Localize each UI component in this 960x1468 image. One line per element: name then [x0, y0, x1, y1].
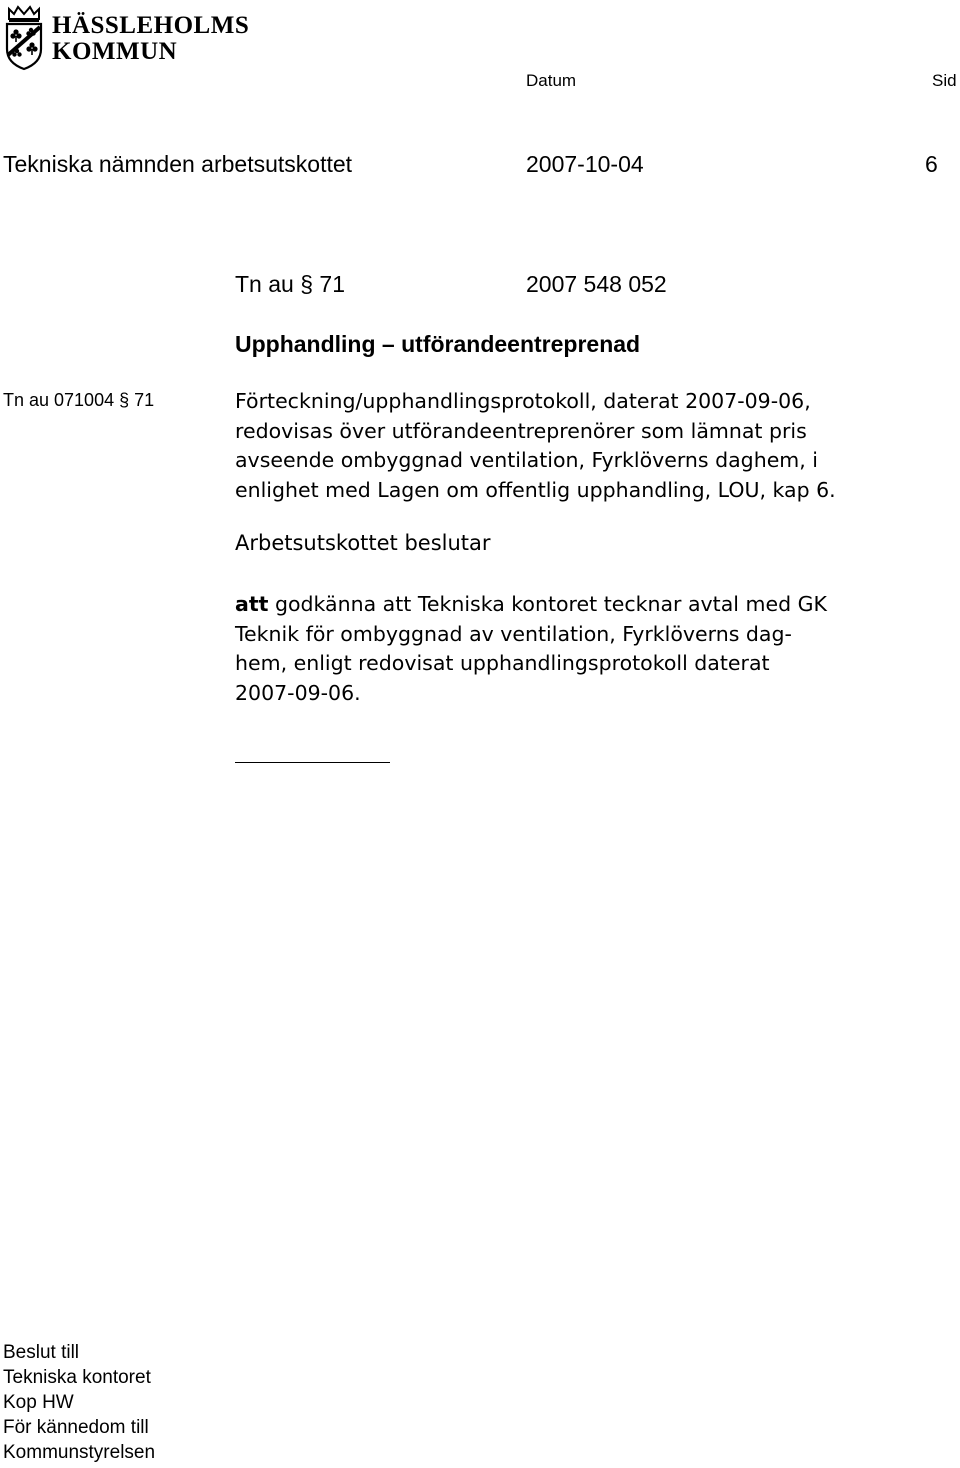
- committee-name: Tekniska nämnden arbetsutskottet: [3, 151, 353, 177]
- case-title: [235, 331, 640, 358]
- decision-line: [235, 590, 957, 620]
- distribution-line: Tekniska kontoret: [3, 1367, 151, 1388]
- decision-line-rest: godkänna att Tekniska kontoret tecknar avtal med GK: [268, 592, 827, 616]
- margin-reference: [3, 390, 154, 411]
- logo-name-line1: HÄSSLEHOLMS: [52, 12, 250, 39]
- diary-number: 2007 548 052: [526, 271, 667, 297]
- case-title-part2: utförandeentreprenad: [401, 331, 641, 357]
- description-line: avseende ombyggnad ventilation, Fyrklöverns daghem, i: [235, 448, 818, 472]
- paragraph-number: 71: [319, 271, 345, 297]
- case-description: [235, 387, 957, 505]
- page-number: 6: [925, 151, 938, 177]
- description-line: redovisas över utförandeentreprenörer som lämnat pris: [235, 418, 807, 443]
- case-title-part1: Upphandling: [235, 331, 376, 357]
- distribution-line: Kommunstyrelsen: [3, 1442, 156, 1463]
- distribution-line: Kop HW: [3, 1392, 74, 1413]
- page-label: Sid: [932, 71, 957, 90]
- distribution-list: [3, 1340, 155, 1465]
- paragraph-reference: [235, 271, 345, 298]
- description-line: enlighet med Lagen om offentlig upphandling, LOU, kap 6.: [235, 477, 836, 502]
- margin-reference-text: Tn au 071004: [3, 390, 115, 410]
- decision-line: hem, enligt redovisat upphandlingsprotokoll daterat: [235, 651, 770, 675]
- paragraph-prefix: Tn au: [235, 271, 294, 297]
- distribution-line: Beslut till: [3, 1342, 80, 1363]
- decision-line: 2007-09-06.: [235, 680, 361, 705]
- case-title-dash: –: [381, 331, 395, 357]
- coat-of-arms-icon: [3, 5, 45, 71]
- decision-heading: Arbetsutskottet beslutar: [235, 531, 491, 555]
- meeting-date: 2007-10-04: [526, 151, 644, 177]
- closing-rule: [235, 762, 390, 763]
- att-keyword: att: [235, 592, 269, 616]
- distribution-line: För kännedom till: [3, 1417, 149, 1438]
- decision-line: Teknik för ombyggnad av ventilation, Fyrklöverns dag-: [235, 621, 792, 646]
- section-sign: §: [300, 271, 314, 297]
- decision-text: [235, 590, 957, 708]
- logo-name-line2: KOMMUN: [52, 38, 178, 65]
- margin-section-sign: §: [119, 390, 130, 410]
- date-label: Datum: [526, 71, 577, 90]
- description-line: Förteckning/upphandlingsprotokoll, daterat 2007-09-06,: [235, 389, 811, 413]
- margin-reference-number: 71: [134, 390, 155, 410]
